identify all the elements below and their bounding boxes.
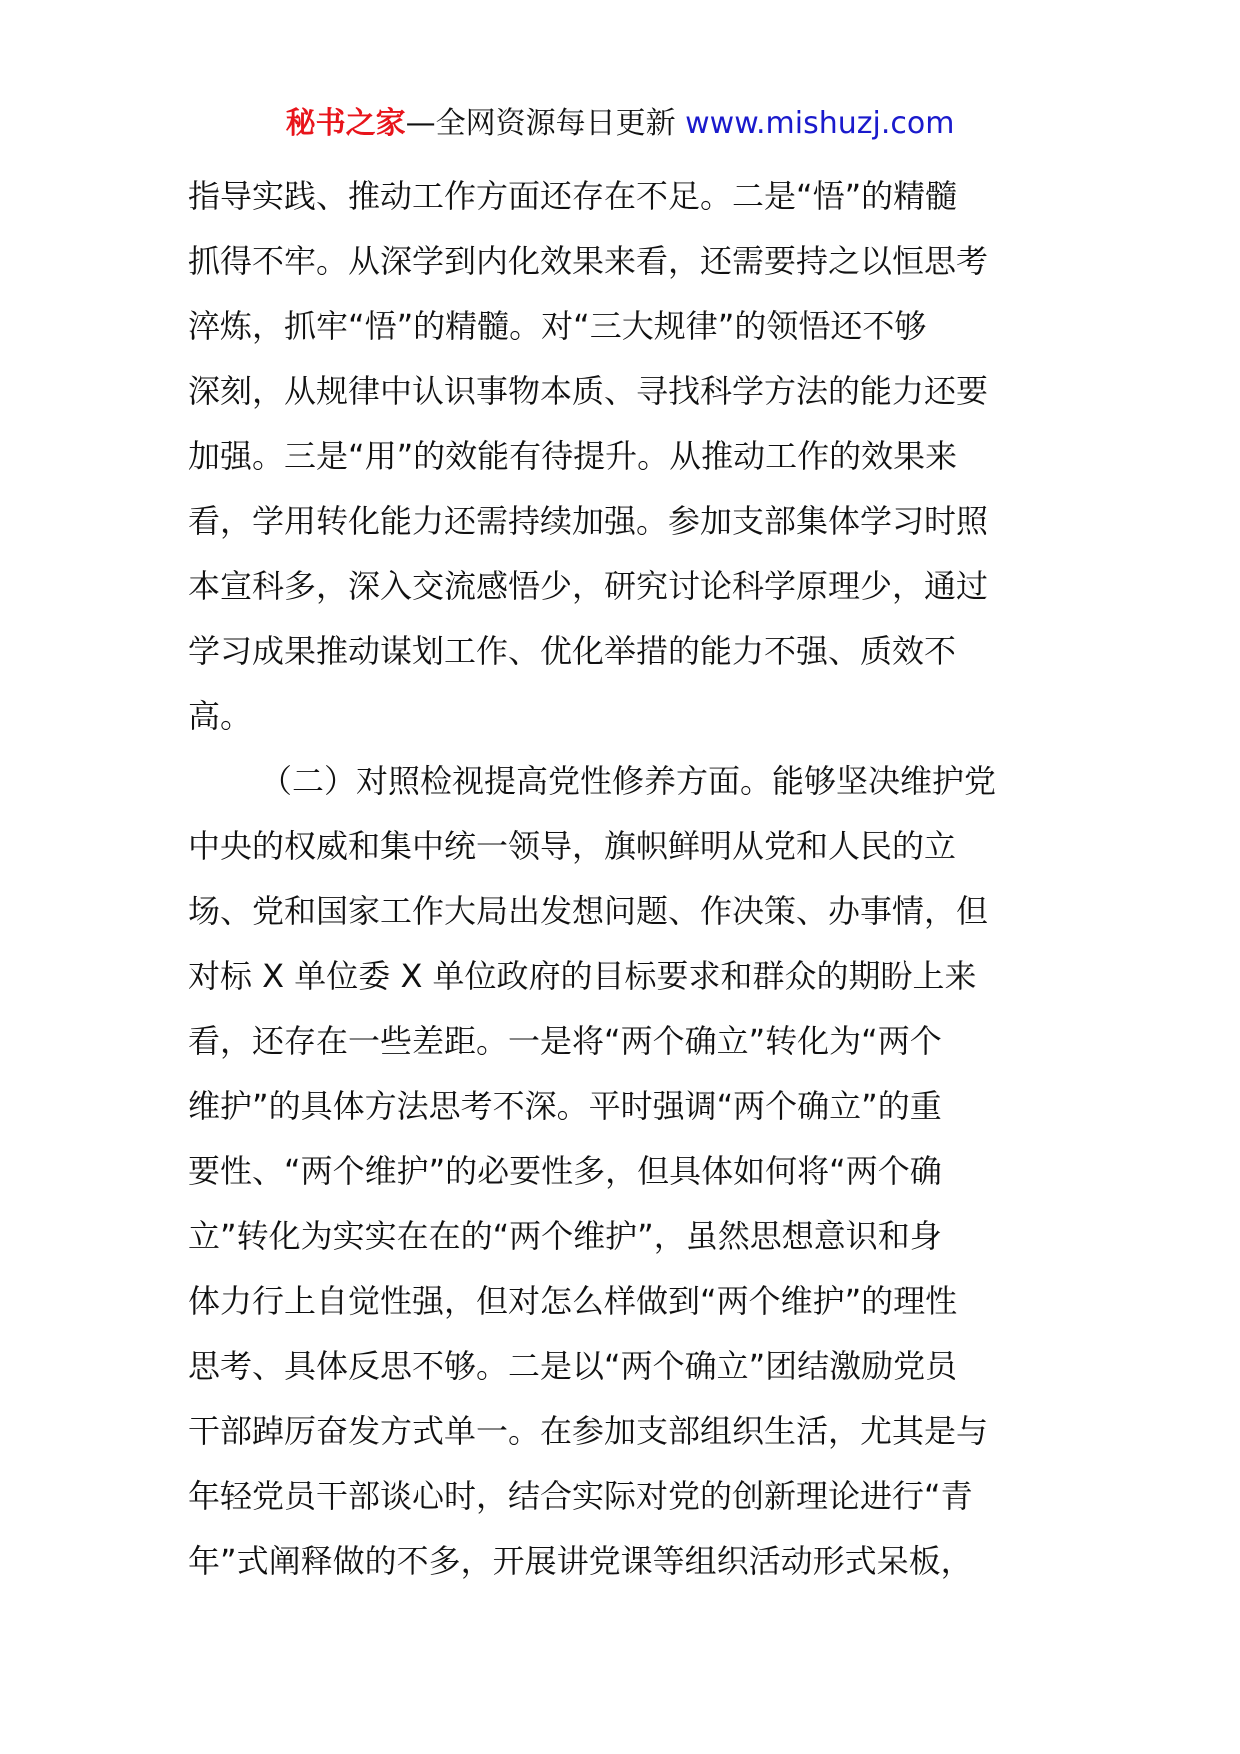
text-line: 高。: [188, 697, 253, 735]
text-line: 指导实践、推动工作方面还存在不足。二是“悟”的精髓: [188, 177, 958, 215]
text-line: 干部踔厉奋发方式单一。在参加支部组织生活，尤其是与: [188, 1412, 989, 1450]
document-body: [188, 164, 1060, 1594]
page-header: [0, 100, 1240, 148]
brand-name: 秘书之家: [285, 106, 406, 141]
text-line: 体力行上自觉性强，但对怎么样做到“两个维护”的理性: [188, 1282, 958, 1320]
text-line: 立”转化为实实在在的“两个维护”，虽然思想意识和身: [188, 1217, 942, 1255]
text-line: 中央的权威和集中统一领导，旗帜鲜明从党和人民的立: [188, 827, 957, 865]
text-line: 学习成果推动谋划工作、优化举措的能力不强、质效不: [188, 632, 957, 670]
header-slogan: —全网资源每日更新: [405, 106, 686, 141]
text-line: 抓得不牢。从深学到内化效果来看，还需要持之以恒思考: [188, 242, 989, 280]
text-line: 对标 X 单位委 X 单位政府的目标要求和群众的期盼上来: [188, 957, 977, 995]
text-line: 要性、“两个维护”的必要性多，但具体如何将“两个确: [188, 1152, 942, 1190]
text-line: 维护”的具体方法思考不深。平时强调“两个确立”的重: [188, 1087, 942, 1125]
text-line: 深刻，从规律中认识事物本质、寻找科学方法的能力还要: [188, 372, 989, 410]
text-line: 年”式阐释做的不多，开展讲党课等组织活动形式呆板，: [188, 1542, 973, 1580]
text-line: 加强。三是“用”的效能有待提升。从推动工作的效果来: [188, 437, 958, 475]
text-line: 场、党和国家工作大局出发想问题、作决策、办事情，但: [188, 892, 989, 930]
section-heading-line: （二）对照检视提高党性修养方面。能够坚决维护党: [260, 762, 997, 800]
text-line: 思考、具体反思不够。二是以“两个确立”团结激励党员: [188, 1347, 958, 1385]
text-line: 看，还存在一些差距。一是将“两个确立”转化为“两个: [188, 1022, 942, 1060]
text-line: 淬炼，抓牢“悟”的精髓。对“三大规律”的领悟还不够: [188, 307, 927, 345]
text-line: 本宣科多，深入交流感悟少，研究讨论科学原理少，通过: [188, 567, 989, 605]
text-line: 年轻党员干部谈心时，结合实际对党的创新理论进行“青: [188, 1477, 973, 1515]
text-line: 看，学用转化能力还需持续加强。参加支部集体学习时照: [188, 502, 989, 540]
site-url-link[interactable]: www.mishuzj.com: [685, 106, 955, 141]
